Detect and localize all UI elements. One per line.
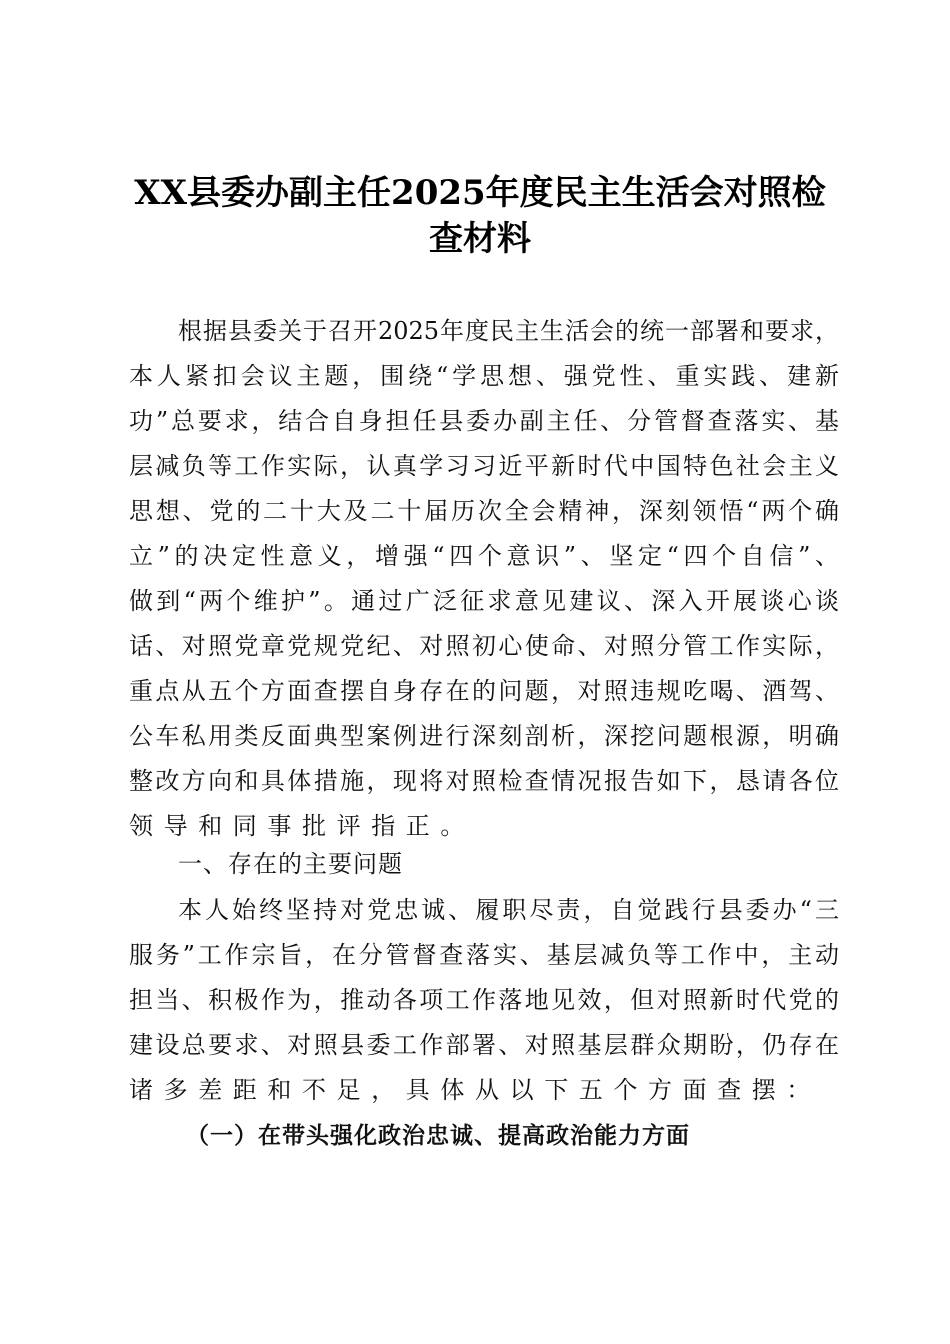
paragraph-line: 公车私用类反面典型案例进行深刻剖析，深挖问题根源，明确 [129,722,839,750]
paragraph-line: 整改方向和具体措施，现将对照检查情况报告如下，恳请各位 [129,767,839,795]
document-title-line-2: 查材料 [429,219,531,259]
paragraph-line: 层减负等工作实际，认真学习习近平新时代中国特色社会主义 [129,452,839,480]
paragraph-line: 立”的决定性意义，增强“四个意识”、坚定“四个自信”、 [129,542,839,570]
paragraph-line: 担当、积极作为，推动各项工作落地见效，但对照新时代党的 [129,986,839,1014]
subsection-heading-political-loyalty: （一）在带头强化政治忠诚、提高政治能力方面 [186,1122,690,1149]
paragraph-line: 做到“两个维护”。通过广泛征求意见建议、深入开展谈心谈 [129,587,839,615]
paragraph-line: 思想、党的二十大及二十届历次全会精神，深刻领悟“两个确 [129,497,839,525]
paragraph-line: 功”总要求，结合自身担任县委办副主任、分管督查落实、基 [129,407,839,435]
paragraph-line: 根据县委关于召开2025年度民主生活会的统一部署和要求， [178,317,839,345]
section-heading-existing-problems: 一、存在的主要问题 [178,850,403,878]
paragraph-line: 话、对照党章党规党纪、对照初心使命、对照分管工作实际， [129,632,839,660]
paragraph-line: 领导和同事批评指正。 [129,812,475,840]
document-title-line-1: XX县委办副主任2025年度民主生活会对照检 [134,173,826,213]
paragraph-line: 建设总要求、对照县委工作部署、对照基层群众期盼，仍存在 [129,1031,839,1059]
paragraph-line: 诸多差距和不足，具体从以下五个方面查摆： [129,1076,821,1104]
paragraph-line: 重点从五个方面查摆自身存在的问题，对照违规吃喝、酒驾、 [129,677,839,705]
paragraph-line: 本人紧扣会议主题，围绕“学思想、强党性、重实践、建新 [129,362,839,390]
paragraph-line: 本人始终坚持对党忠诚、履职尽责，自觉践行县委办“三 [178,896,839,924]
paragraph-line: 服务”工作宗旨，在分管督查落实、基层减负等工作中，主动 [129,941,839,969]
